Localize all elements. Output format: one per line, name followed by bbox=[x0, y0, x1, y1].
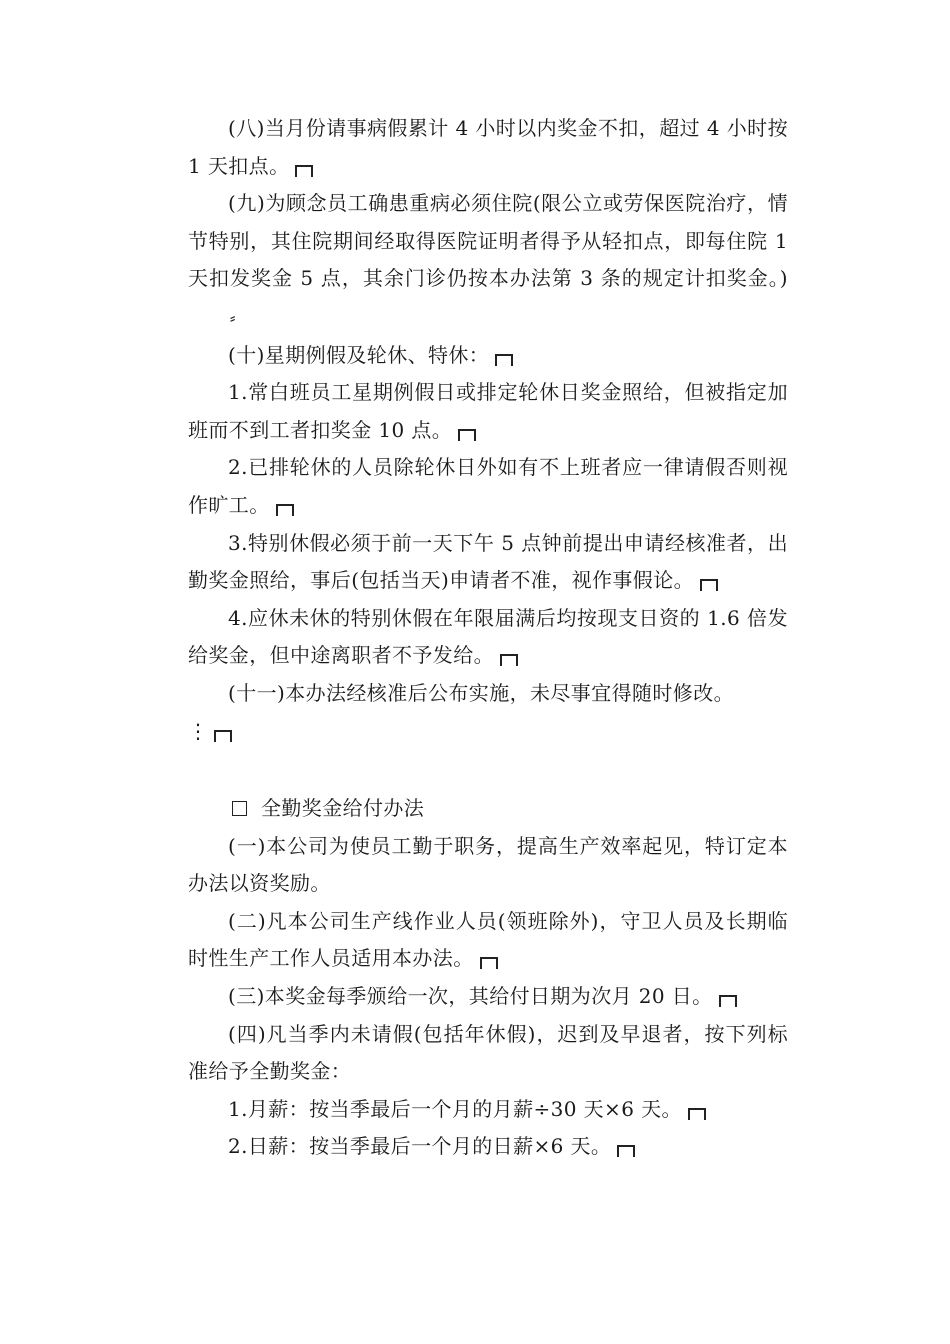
paragraph-10-3-text: 3.特别休假必须于前一天下午 5 点钟前提出申请经核准者，出勤奖金照给，事后(包括当天)申请者不准，视作事假论。 bbox=[188, 530, 788, 593]
paragraph-11-text: (十一)本办法经核准后公布实施，未尽事宜得随时修改。 bbox=[228, 680, 735, 705]
section-heading bbox=[188, 790, 788, 828]
paragraph-s2-1-text: (一)本公司为使员工勤于职务，提高生产效率起见，特订定本办法以资奖励。 bbox=[188, 833, 788, 896]
paragraph-mark-icon bbox=[617, 1145, 635, 1157]
checkbox-icon bbox=[232, 801, 247, 816]
paragraph-mark-icon bbox=[495, 354, 513, 366]
paragraph-9-text: (九)为顾念员工确患重病必须住院(限公立或劳保医院治疗，情节特别，其住院期间经取得医院证明者得予从轻扣点，即每住院 1 天扣发奖金 5 点，其余门诊仍按本办法第 3 条的规定计扣奖金。) bbox=[188, 191, 788, 291]
paragraph-9 bbox=[188, 185, 788, 336]
paragraph-s2-2 bbox=[188, 903, 788, 978]
paragraph-10-1-text: 1.常白班员工星期例假日或排定轮休日奖金照给，但被指定加班而不到工者扣奖金 10 点。 bbox=[188, 380, 788, 442]
paragraph-s2-4-2-text: 2.日薪：按当季最后一个月的日薪×6 天。 bbox=[228, 1134, 612, 1159]
paragraph-10-4-text: 4.应休未休的特别休假在年限届满后均按现支日资的 1.6 倍发给奖金，但中途离职者不予发给。 bbox=[188, 605, 788, 668]
paragraph-10-1 bbox=[188, 374, 788, 449]
paragraph-mark-icon bbox=[719, 995, 737, 1007]
paragraph-s2-3-text: (三)本奖金每季颁给一次，其给付日期为次月 20 日。 bbox=[228, 984, 713, 1009]
paragraph-10-3 bbox=[188, 525, 788, 600]
document-page bbox=[188, 110, 788, 1166]
paragraph-s2-4-1-text: 1.月薪：按当季最后一个月的月薪÷30 天×6 天。 bbox=[228, 1096, 682, 1121]
ellipsis-mark: ⋮ bbox=[188, 718, 209, 743]
paragraph-s2-4-1 bbox=[188, 1091, 788, 1129]
paragraph-s2-3 bbox=[188, 978, 788, 1016]
paragraph-11 bbox=[188, 675, 788, 713]
paragraph-s2-1 bbox=[188, 828, 788, 903]
paragraph-10-text: (十)星期例假及轮休、特休： bbox=[228, 342, 490, 367]
section-gap bbox=[188, 750, 788, 790]
paragraph-mark-icon bbox=[688, 1108, 706, 1120]
paragraph-10-2-text: 2.已排轮休的人员除轮休日外如有不上班者应一律请假否则视作旷工。 bbox=[188, 455, 788, 517]
paragraph-8-text: (八)当月份请事病假累计 4 小时以内奖金不扣，超过 4 小时按 1 天扣点。 bbox=[188, 116, 788, 178]
paragraph-11-tail bbox=[188, 713, 788, 751]
paragraph-8 bbox=[188, 110, 788, 185]
paragraph-mark-icon bbox=[295, 165, 313, 177]
paragraph-10 bbox=[188, 337, 788, 375]
paragraph-mark-icon bbox=[500, 654, 518, 666]
paragraph-s2-2-text: (二)凡本公司生产线作业人员(领班除外)，守卫人员及长期临时性生产工作人员适用本办法。 bbox=[188, 908, 788, 971]
paragraph-mark-icon bbox=[480, 957, 498, 969]
paragraph-10-4 bbox=[188, 600, 788, 675]
paragraph-mark-icon bbox=[700, 579, 718, 591]
section-heading-text: 全勤奖金给付办法 bbox=[261, 796, 425, 821]
paragraph-mark-icon bbox=[214, 730, 232, 742]
paragraph-s2-4-2 bbox=[188, 1128, 788, 1166]
paragraph-s2-4 bbox=[188, 1016, 788, 1091]
paragraph-mark-icon bbox=[276, 504, 294, 516]
paragraph-mark-icon bbox=[458, 429, 476, 441]
line-break-mark-icon: ⸗ bbox=[230, 307, 236, 327]
paragraph-s2-4-text: (四)凡当季内未请假(包括年休假)，迟到及早退者，按下列标准给予全勤奖金： bbox=[188, 1021, 788, 1084]
paragraph-10-2 bbox=[188, 449, 788, 524]
